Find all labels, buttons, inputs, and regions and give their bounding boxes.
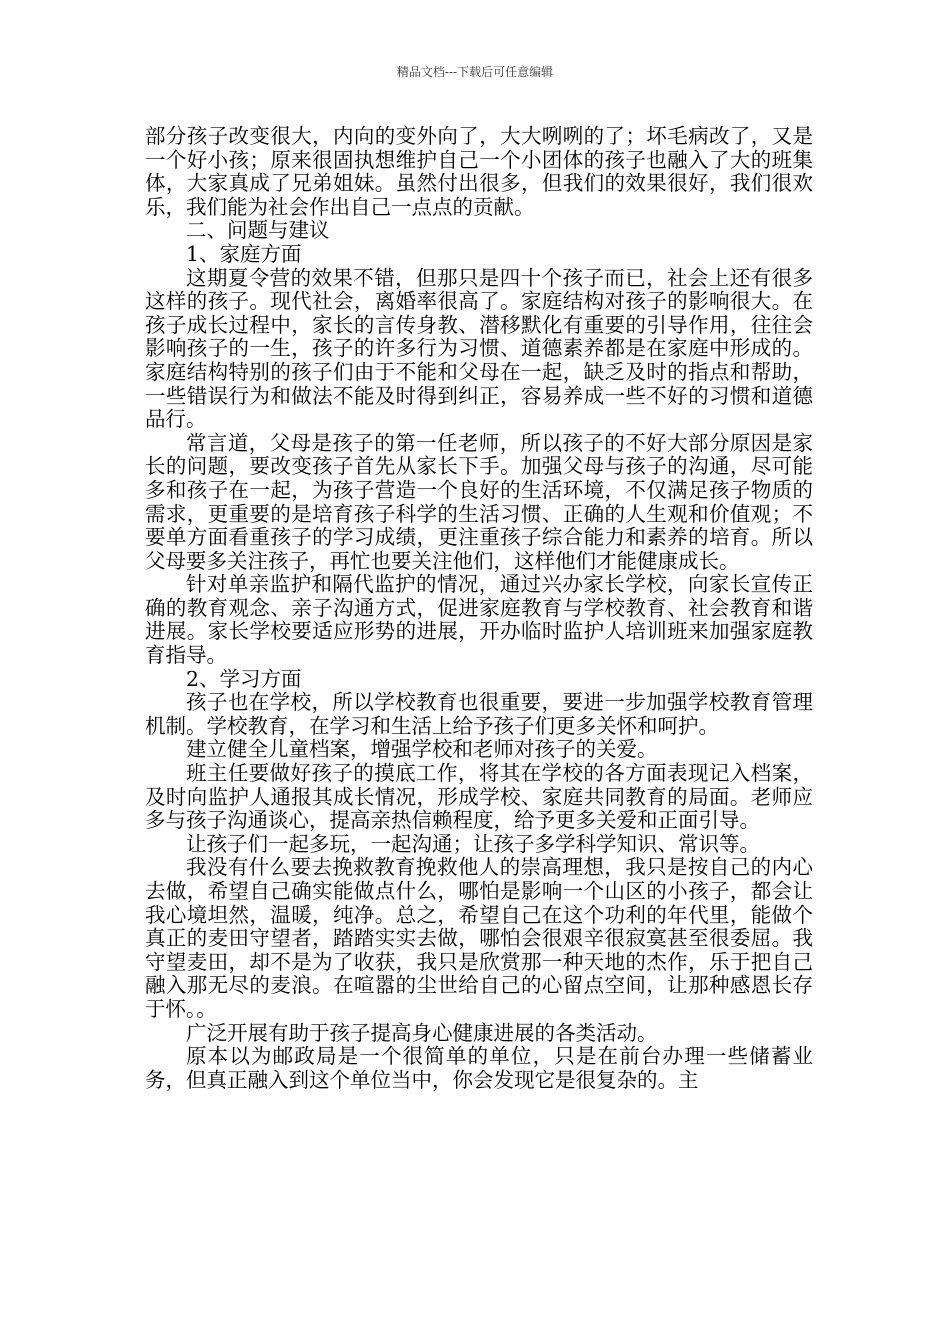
subsection-heading: 1、家庭方面	[186, 241, 302, 266]
paragraph: 原本以为邮政局是一个很简单的单位，只是在前台办理一些储蓄业务，但真正融入到这个单位当中，你会发现它是很复杂的。主	[145, 1044, 813, 1092]
document-body	[145, 125, 813, 1092]
paragraph: 这期夏令营的效果不错，但那只是四十个孩子而已，社会上还有很多这样的孩子。现代社会，离婚率很高了。家庭结构对孩子的影响很大。在孩子成长过程中，家长的言传身教、潜移默化有重要的引导作用，往往会影响孩子的一生，孩子的许多行为习惯、道德素养都是在家庭中形成的。家庭结构特别的孩子们由于不能和父母在一起，缺乏及时的指点和帮助，一些错误行为和做法不能及时得到纠正，容易养成一些不好的习惯和道德品行。	[145, 265, 813, 432]
section-heading: 二、问题与建议	[186, 218, 330, 243]
paragraph: 部分孩子改变很大，内向的变外向了，大大咧咧的了；坏毛病改了，又是一个好小孩；原来很固执想维护自己一个小团体的孩子也融入了大的班集体，大家真成了兄弟姐妹。虽然付出很多，但我们的效果很好，我们很欢乐，我们能为社会作出自己一点点的贡献。	[145, 124, 813, 219]
paragraph: 我没有什么要去挽救教育挽救他人的崇高理想，我只是按自己的内心去做，希望自己确实能做点什么，哪怕是影响一个山区的小孩子，都会让我心境坦然，温暖，纯净。总之，希望自己在这个功利的年代里，能做个真正的麦田守望者，踏踏实实去做，哪怕会很艰辛很寂寞甚至很委屈。我守望麦田，却不是为了收获，我只是欣赏那一种天地的杰作，乐于把自己融入那无尽的麦浪。在喧嚣的尘世给自己的心留点空间，让那种感恩长存于怀。。	[145, 855, 813, 1021]
paragraph: 建立健全儿童档案，增强学校和老师对孩子的关爱。	[186, 737, 658, 762]
paragraph: 广泛开展有助于孩子提高身心健康进展的各类活动。	[186, 1020, 658, 1045]
page-header: 精品文档---下载后可任意编辑	[396, 65, 554, 79]
paragraph: 常言道，父母是孩子的第一任老师，所以孩子的不好大部分原因是家长的问题，要改变孩子首先从家长下手。加强父母与孩子的沟通，尽可能多和孩子在一起，为孩子营造一个良好的生活环境，不仅满足孩子物质的需求，更重要的是培育孩子科学的生活习惯、正确的人生观和价值观；不要单方面看重孩子的学习成绩，更注重孩子综合能力和素养的培育。所以父母要多关注孩子，再忙也要关注他们，这样他们才能健康成长。	[145, 430, 813, 573]
subsection-heading: 2、学习方面	[186, 666, 302, 691]
paragraph: 让孩子们一起多玩，一起沟通；让孩子多学科学知识、常识等。	[186, 831, 760, 856]
paragraph: 班主任要做好孩子的摸底工作，将其在学校的各方面表现记入档案，及时向监护人通报其成长情况，形成学校、家庭共同教育的局面。老师应多与孩子沟通谈心，提高亲热信赖程度，给予更多关爱和正面引导。	[145, 761, 813, 833]
paragraph: 针对单亲监护和隔代监护的情况，通过兴办家长学校，向家长宣传正确的教育观念、亲子沟通方式，促进家庭教育与学校教育、社会教育和谐进展。家长学校要适应形势的进展，开办临时监护人培训班来加强家庭教育指导。	[145, 572, 813, 668]
paragraph: 孩子也在学校，所以学校教育也很重要，要进一步加强学校教育管理机制。学校教育，在学习和生活上给予孩子们更多关怀和呵护。	[145, 690, 813, 738]
